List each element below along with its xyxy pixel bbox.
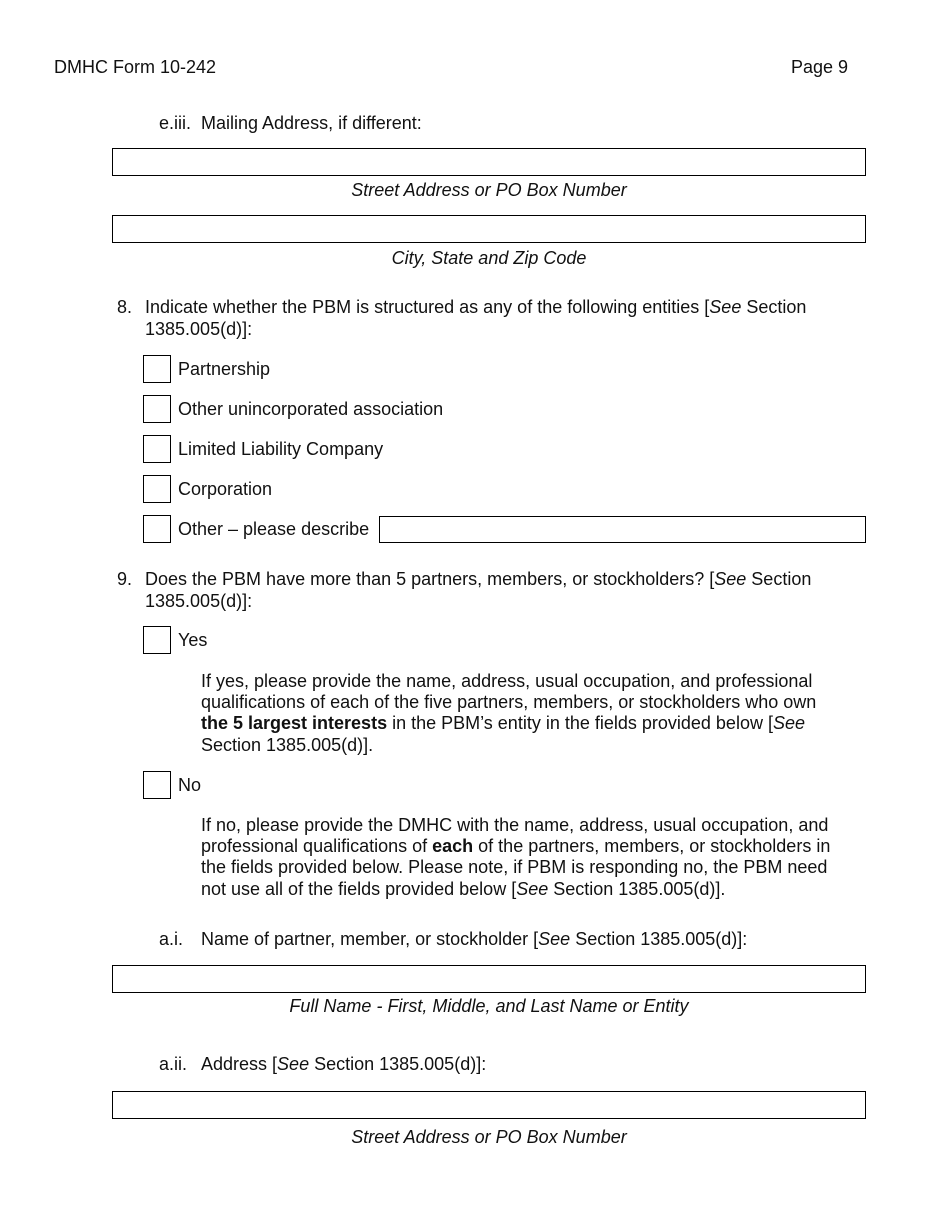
option-unincorporated-association-label: Other unincorporated association	[178, 399, 444, 419]
checkbox-unincorporated-association[interactable]	[143, 395, 171, 423]
checkbox-other[interactable]	[143, 515, 171, 543]
mailing-street-caption: Street Address or PO Box Number	[351, 180, 627, 200]
no-instructions-line2: professional qualifications of each of the partners, members, or stockholders in	[201, 836, 831, 856]
option-yes-label: Yes	[178, 630, 208, 650]
full-name-input[interactable]	[112, 965, 866, 993]
checkbox-yes[interactable]	[143, 626, 171, 654]
option-corporation-label: Corporation	[178, 479, 273, 499]
mailing-city-caption: City, State and Zip Code	[391, 248, 587, 268]
q8-question-line1: Indicate whether the PBM is structured as any of the following entities [See Section	[145, 297, 807, 317]
mailing-city-input[interactable]	[112, 215, 866, 243]
checkbox-no[interactable]	[143, 771, 171, 799]
checkbox-corporation[interactable]	[143, 475, 171, 503]
mailing-street-input[interactable]	[112, 148, 866, 176]
q9-question-line1: Does the PBM have more than 5 partners, members, or stockholders? [See Section	[145, 569, 812, 589]
q9-question-line2: 1385.005(d)]:	[145, 591, 253, 611]
yes-instructions-line2: qualifications of each of the five partners, members, or stockholders who own	[201, 692, 817, 712]
checkbox-llc[interactable]	[143, 435, 171, 463]
no-instructions-line4: not use all of the fields provided below [See Section 1385.005(d)].	[201, 879, 726, 899]
mailing-label-number: e.iii.	[159, 113, 192, 133]
option-partnership-label: Partnership	[178, 359, 271, 379]
aii-label: Address [See Section 1385.005(d)]:	[201, 1054, 487, 1074]
q9-number: 9.	[117, 569, 133, 589]
option-other-label: Other – please describe	[178, 519, 370, 539]
no-instructions-line3: the fields provided below. Please note, if PBM is responding no, the PBM need	[201, 857, 828, 877]
full-name-caption: Full Name - First, Middle, and Last Name or Entity	[289, 996, 689, 1016]
yes-instructions-line4: Section 1385.005(d)].	[201, 735, 374, 755]
option-no-label: No	[178, 775, 202, 795]
q8-number: 8.	[117, 297, 133, 317]
no-instructions-line1: If no, please provide the DMHC with the name, address, usual occupation, and	[201, 815, 829, 835]
yes-instructions-line3: the 5 largest interests in the PBM’s entity in the fields provided below [See	[201, 713, 805, 733]
checkbox-partnership[interactable]	[143, 355, 171, 383]
ai-number: a.i.	[159, 929, 184, 949]
mailing-label: Mailing Address, if different:	[201, 113, 422, 133]
form-id: DMHC Form 10-242	[54, 57, 217, 77]
address-street-input[interactable]	[112, 1091, 866, 1119]
option-llc-label: Limited Liability Company	[178, 439, 384, 459]
aii-number: a.ii.	[159, 1054, 188, 1074]
address-street-caption: Street Address or PO Box Number	[351, 1127, 627, 1147]
page-number: Page 9	[791, 57, 849, 77]
other-describe-input[interactable]	[379, 516, 866, 543]
yes-instructions-line1: If yes, please provide the name, address, usual occupation, and professional	[201, 671, 813, 691]
ai-label: Name of partner, member, or stockholder [See Section 1385.005(d)]:	[201, 929, 748, 949]
q8-question-line2: 1385.005(d)]:	[145, 319, 253, 339]
